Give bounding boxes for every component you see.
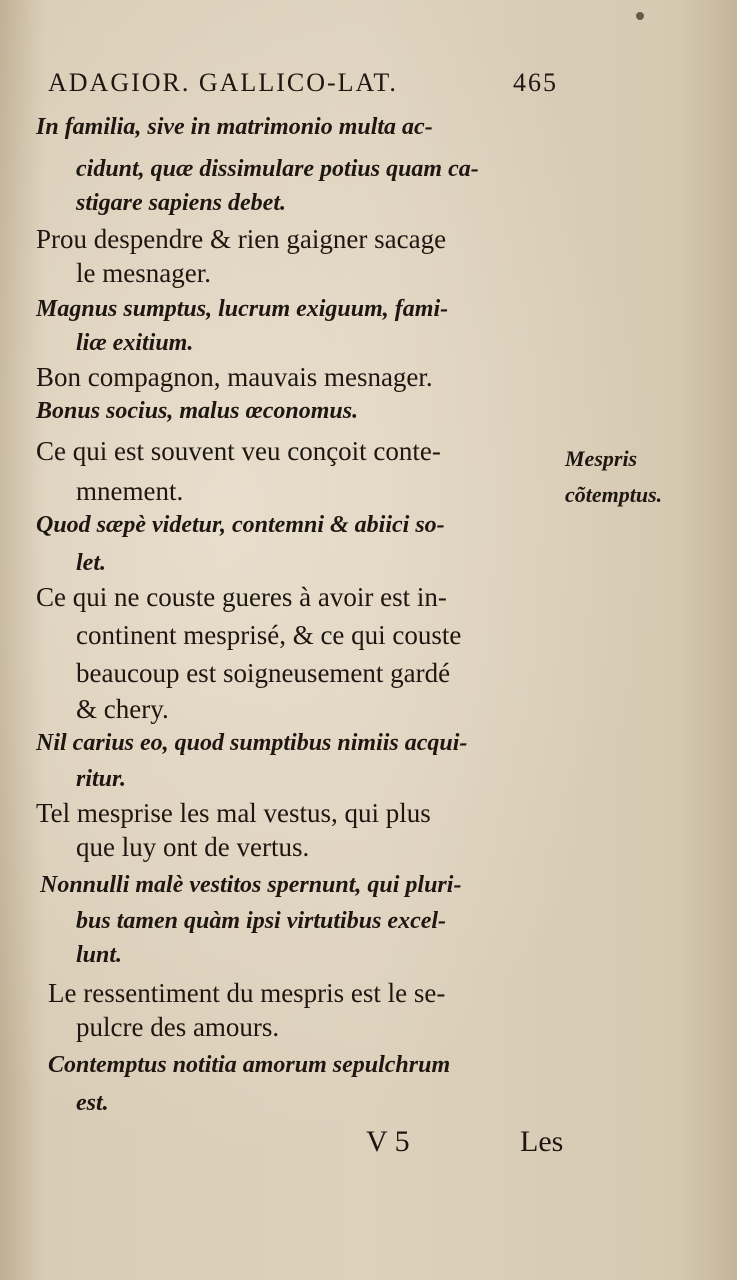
text-line: est. <box>76 1090 109 1116</box>
text-line: Quod sæpè videtur, contemni & abiici so- <box>36 512 445 538</box>
text-line: & chery. <box>76 694 169 724</box>
ink-spot <box>636 12 644 20</box>
text-line: que luy ont de vertus. <box>76 832 310 862</box>
text-line: continent mesprisé, & ce qui couste <box>76 620 462 650</box>
margin-note-line: cõtemptus. <box>565 482 663 507</box>
text-line: ritur. <box>76 766 127 792</box>
text-line: Bon compagnon, mauvais mesnager. <box>36 362 433 392</box>
text-line: Contemptus notitia amorum sepulchrum <box>48 1052 451 1078</box>
text-line: beaucoup est soigneusement gardé <box>76 658 451 688</box>
text-line: pulcre des amours. <box>76 1012 280 1042</box>
text-line: Prou despendre & rien gaigner sacage <box>36 224 447 254</box>
text-line: cidunt, quæ dissimulare potius quam ca- <box>76 156 479 182</box>
text-line: Nil carius eo, quod sumptibus nimiis acqui- <box>36 730 468 756</box>
text-line: Le ressentiment du mespris est le se- <box>48 978 446 1008</box>
text-line: le mesnager. <box>76 258 211 288</box>
text-line: Nonnulli malè vestitos spernunt, qui pluri- <box>40 872 462 898</box>
text-line: stigare sapiens debet. <box>76 190 286 216</box>
text-line: Tel mesprise les mal vestus, qui plus <box>36 798 431 828</box>
text-line: Magnus sumptus, lucrum exiguum, fami- <box>36 296 449 322</box>
text-line: bus tamen quàm ipsi virtutibus excel- <box>76 908 447 934</box>
text-line: mnement. <box>76 476 184 506</box>
page-number: 465 <box>513 68 558 97</box>
text-line: let. <box>76 550 106 576</box>
text-line: Ce qui est souvent veu conçoit conte- <box>36 436 441 466</box>
text-line: Ce qui ne couste gueres à avoir est in- <box>36 582 447 612</box>
signature-mark: V 5 <box>366 1125 410 1158</box>
text-line: In familia, sive in matrimonio multa ac- <box>36 114 433 140</box>
text-line: lunt. <box>76 942 123 968</box>
running-head-title: ADAGIOR. GALLICO-LAT. <box>48 68 398 97</box>
text-line: Bonus socius, malus œconomus. <box>36 398 359 424</box>
margin-note-line: Mespris <box>565 446 638 471</box>
catchword: Les <box>520 1125 564 1158</box>
running-head <box>48 68 558 100</box>
text-line: liæ exitium. <box>76 330 194 356</box>
